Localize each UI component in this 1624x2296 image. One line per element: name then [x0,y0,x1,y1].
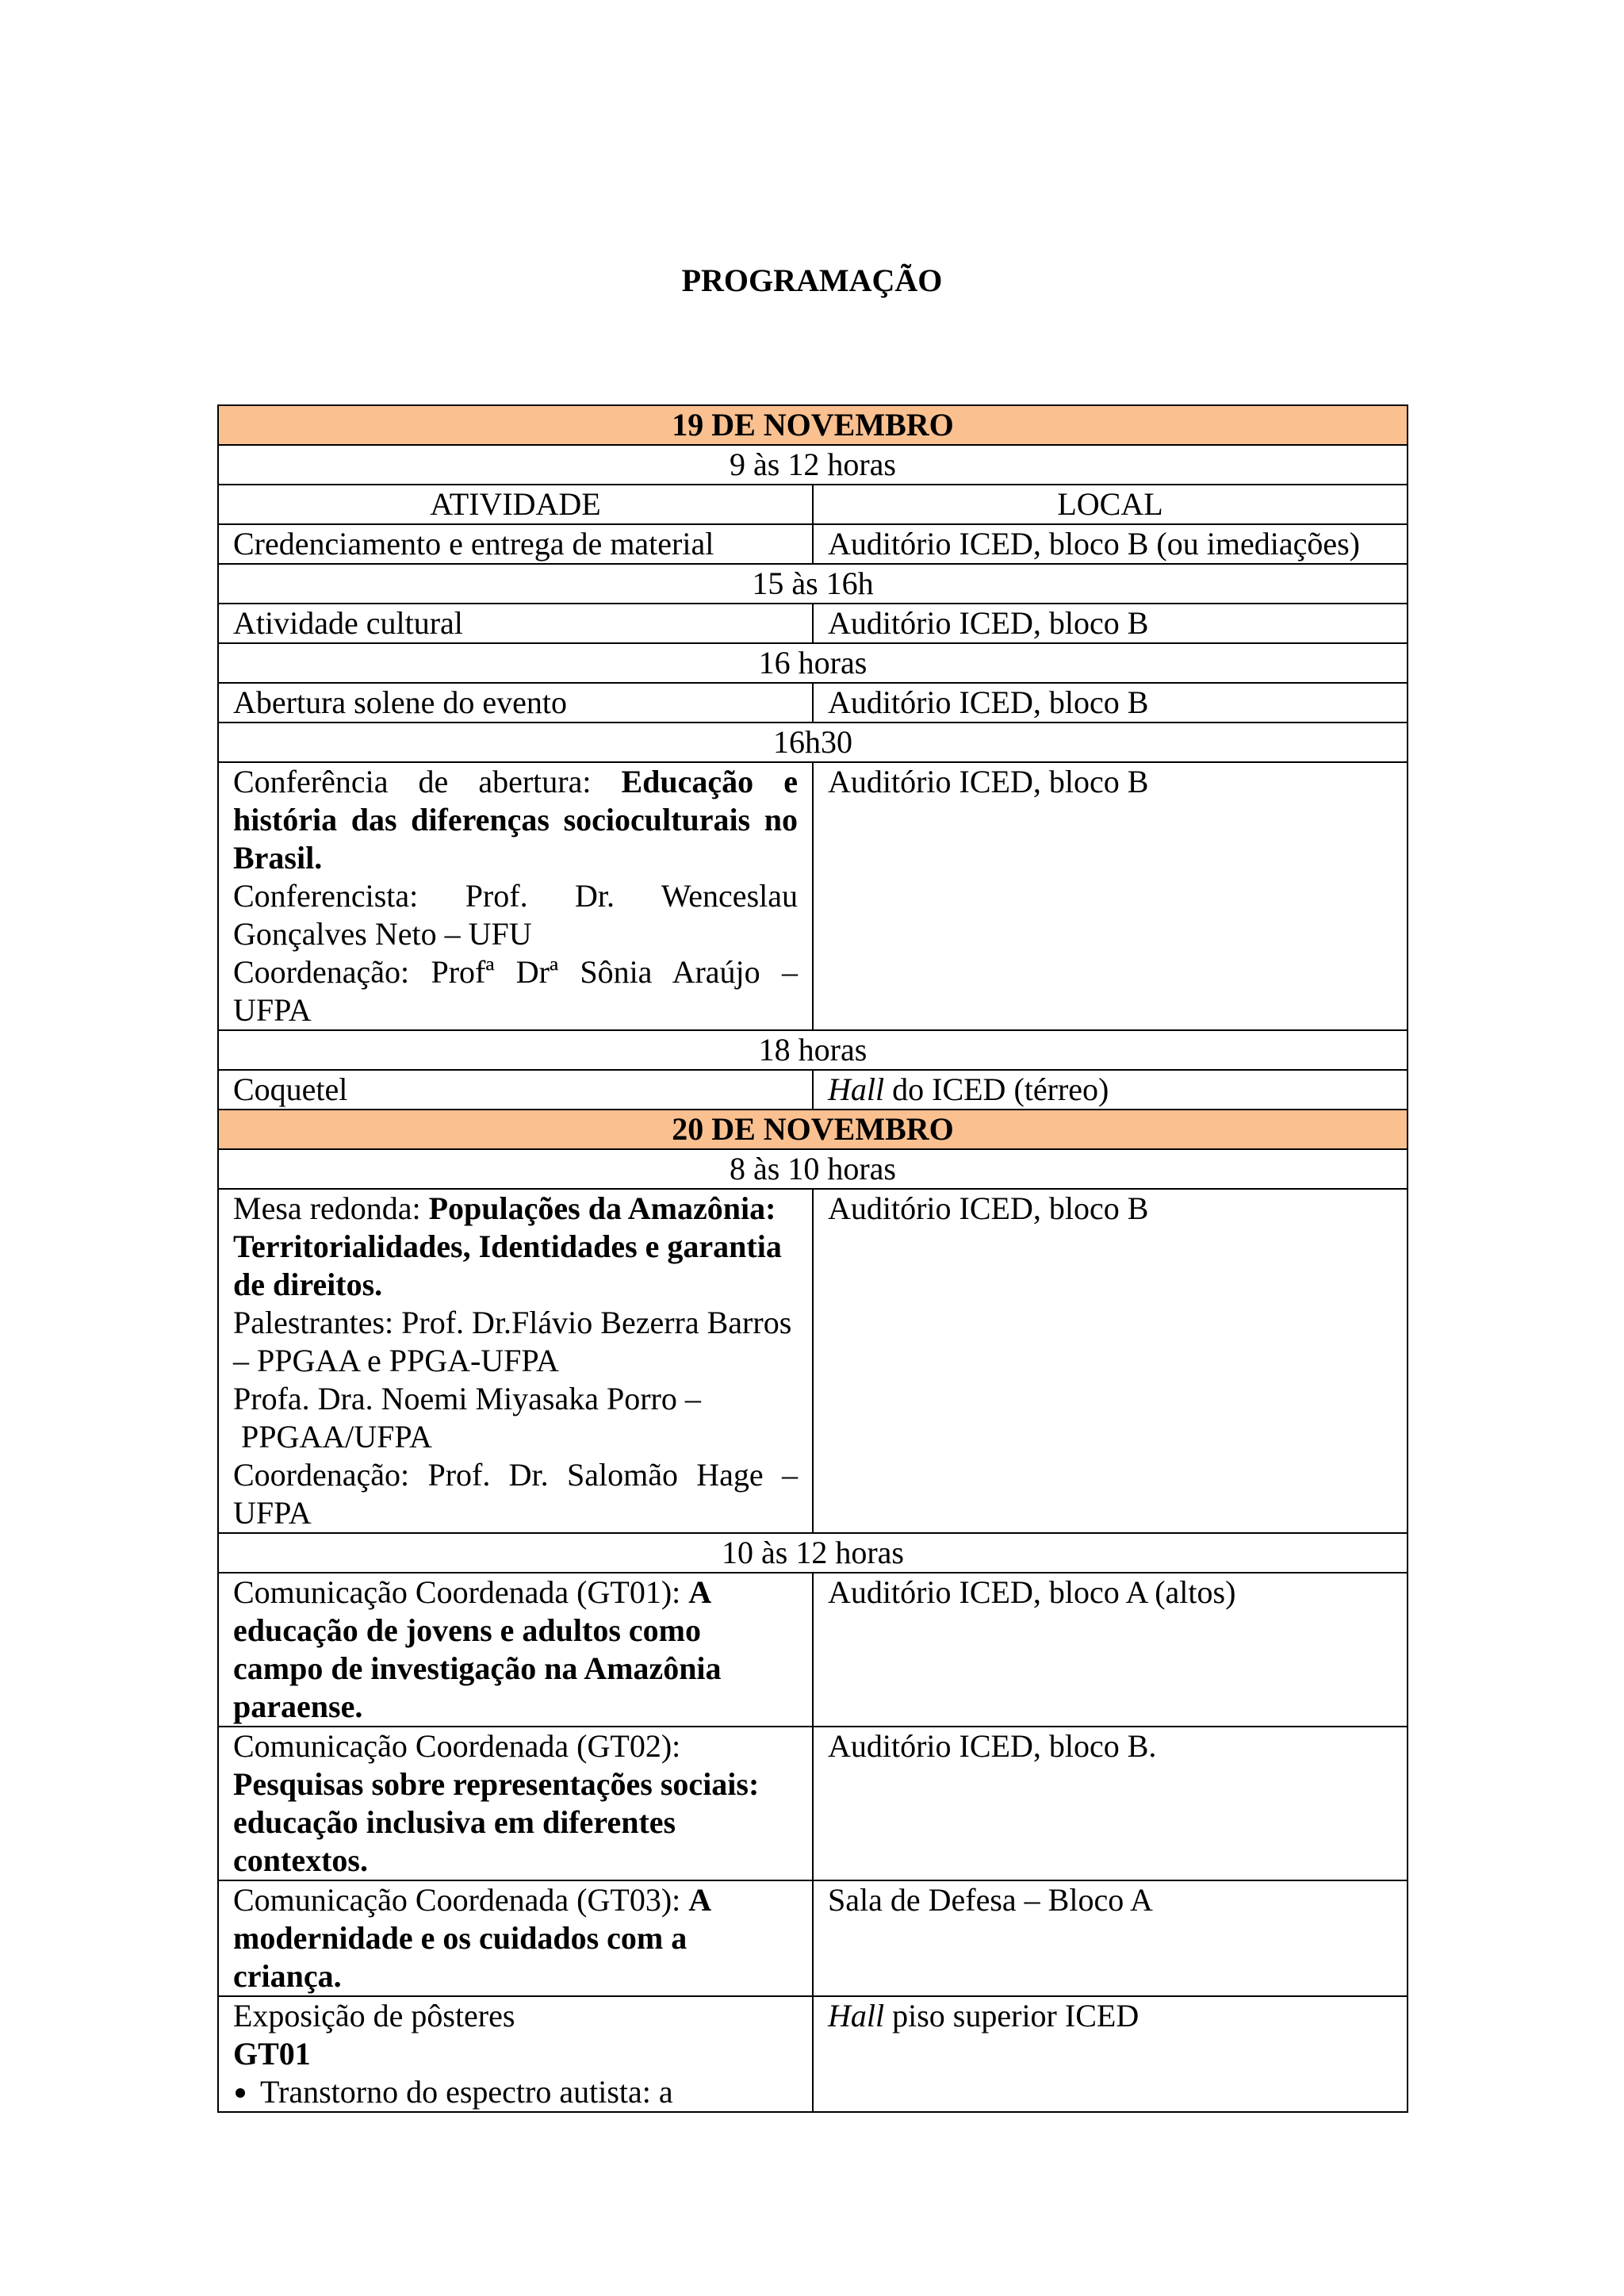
table-row [218,1573,1408,1727]
posters-group [233,2035,798,2073]
activity-cell [218,1996,813,2112]
conference-speaker: Conferencista: Prof. Dr. Wenceslau Gonçalves Neto – UFU [233,878,798,952]
time-slot: 15 às 16h [218,564,1408,604]
activity-cell: Abertura solene do evento [218,683,813,723]
conference-prefix: Conferência de abertura: [233,764,622,799]
location-cell: Sala de Defesa – Bloco A [813,1880,1408,1996]
page-title: PROGRAMAÇÃO [681,263,943,298]
time-row [218,1533,1408,1573]
day-header: 19 DE NOVEMBRO [218,405,1408,445]
day-header-row [218,1110,1408,1149]
list-item: • Transtorno do espectro autista: a [260,2073,798,2111]
table-row [218,1996,1408,2112]
time-slot: 18 horas [218,1030,1408,1070]
table-row [218,1070,1408,1110]
location-italic: Hall [828,1071,885,1107]
table-row [218,524,1408,564]
gt02-title: Pesquisas sobre representações sociais: educação inclusiva em diferentes contextos. [233,1766,760,1878]
time-row [218,1030,1408,1070]
activity-cell [218,1880,813,1996]
roundtable-speaker-2: Profa. Dra. Noemi Miyasaka Porro – [233,1381,701,1416]
roundtable-title: Populações da Amazônia: Territorialidades, Identidades e garantia de direitos. [233,1190,782,1302]
location-rest: do ICED (térreo) [884,1071,1109,1107]
activity-cell [218,1189,813,1533]
activity-cell [218,1573,813,1727]
location-cell: Auditório ICED, bloco B [813,1189,1408,1533]
time-slot: 9 às 12 horas [218,445,1408,485]
gt01-prefix: Comunicação Coordenada (GT01): [233,1574,689,1610]
time-slot: 8 às 10 horas [218,1149,1408,1189]
location-cell [813,1996,1408,2112]
time-row [218,1149,1408,1189]
conference-description [233,763,798,877]
location-cell: Auditório ICED, bloco A (altos) [813,1573,1408,1727]
day-header: 20 DE NOVEMBRO [218,1110,1408,1149]
roundtable-speaker-2-affiliation: PPGAA/UFPA [241,1419,432,1455]
table-row [218,604,1408,643]
conference-coordination: Coordenação: Profª Drª Sônia Araújo – UFPA [233,954,798,1028]
posters-list [233,2073,798,2111]
table-row [218,1880,1408,1996]
day-header-row [218,405,1408,445]
gt03-prefix: Comunicação Coordenada (GT03): [233,1882,689,1918]
roundtable-prefix: Mesa redonda: [233,1190,429,1226]
column-header-activity: ATIVIDADE [218,485,813,524]
posters-group-label: GT01 [233,2036,311,2072]
gt02-prefix: Comunicação Coordenada (GT02): [233,1728,681,1764]
gt01-title: A educação de jovens e adultos como campo de investigação na Amazônia paraense. [233,1574,722,1724]
time-row [218,564,1408,604]
column-header-row [218,485,1408,524]
location-rest: piso superior ICED [884,1998,1139,2033]
activity-cell: Coquetel [218,1070,813,1110]
table-row [218,762,1408,1030]
time-row [218,723,1408,762]
roundtable-coordination: Coordenação: Prof. Dr. Salomão Hage – UFPA [233,1457,798,1531]
table-row [218,683,1408,723]
time-slot: 16h30 [218,723,1408,762]
roundtable-description [233,1190,798,1304]
schedule-table [217,404,1408,2113]
time-row [218,445,1408,485]
location-cell: Auditório ICED, bloco B [813,683,1408,723]
activity-cell: Atividade cultural [218,604,813,643]
location-cell: Auditório ICED, bloco B [813,762,1408,1030]
time-slot: 16 horas [218,643,1408,683]
location-cell: Auditório ICED, bloco B (ou imediações) [813,524,1408,564]
location-italic: Hall [828,1998,885,2033]
location-cell [813,1070,1408,1110]
roundtable-speaker-1: Palestrantes: Prof. Dr.Flávio Bezerra Barros – PPGAA e PPGA-UFPA [233,1305,792,1378]
activity-cell [218,1727,813,1880]
conference-title: Educação e história das diferenças socioculturais no Brasil. [233,764,798,876]
gt03-title: A modernidade e os cuidados com a criança. [233,1882,710,1994]
time-row [218,643,1408,683]
column-header-location: LOCAL [813,485,1408,524]
table-row [218,1189,1408,1533]
posters-label: Exposição de pôsteres [233,1998,515,2033]
location-cell: Auditório ICED, bloco B. [813,1727,1408,1880]
location-cell: Auditório ICED, bloco B [813,604,1408,643]
activity-cell: Credenciamento e entrega de material [218,524,813,564]
activity-cell [218,762,813,1030]
time-slot: 10 às 12 horas [218,1533,1408,1573]
table-row [218,1727,1408,1880]
